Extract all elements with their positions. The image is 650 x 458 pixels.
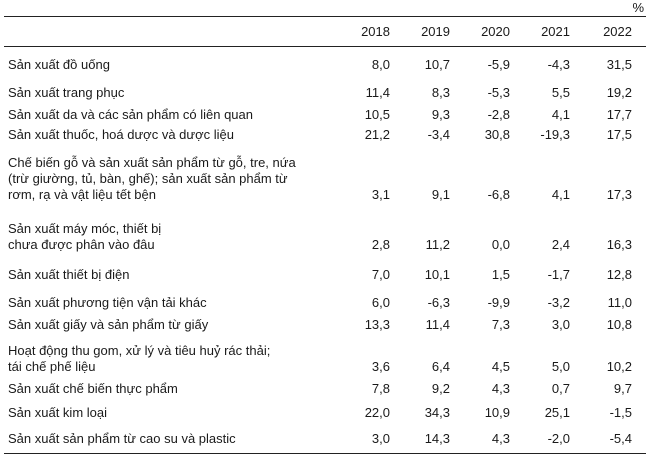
table-row <box>4 381 646 397</box>
cell-2020: -6,8 <box>487 187 510 202</box>
row-label <box>8 317 328 333</box>
cell-2021: 5,0 <box>551 359 570 374</box>
cell-2019: 34,3 <box>424 405 450 420</box>
row-label-line: Chế biến gỗ và sản xuất sản phẩm từ gỗ, tre, nứa <box>8 155 296 170</box>
cell-2021: 4,1 <box>551 107 570 122</box>
row-label <box>8 127 328 143</box>
row-label-line: Sản xuất giấy và sản phẩm từ giấy <box>8 317 209 332</box>
cell-2019: 14,3 <box>424 431 450 446</box>
cell-2018: 7,0 <box>371 267 390 282</box>
cell-2022: 11,0 <box>607 295 632 310</box>
header-rule <box>4 46 646 47</box>
row-label <box>8 267 328 283</box>
cell-2022: 16,3 <box>606 237 632 252</box>
cell-2021: -4,3 <box>547 57 570 72</box>
cell-2018: 21,2 <box>364 127 390 142</box>
unit-label: % <box>632 0 644 15</box>
row-label-line: Sản xuất phương tiện vận tải khác <box>8 295 207 310</box>
cell-2021: -1,7 <box>547 267 570 282</box>
cell-2019: 10,1 <box>424 267 450 282</box>
cell-2020: 30,8 <box>484 127 510 142</box>
column-header-2018: 2018 <box>361 24 390 39</box>
cell-2022: 31,5 <box>606 57 632 72</box>
cell-2018: 2,8 <box>371 237 390 252</box>
cell-2021: 0,7 <box>551 381 570 396</box>
table-row <box>4 85 646 101</box>
cell-2022: 17,5 <box>606 127 632 142</box>
cell-2022: 9,7 <box>613 381 632 396</box>
cell-2021: 5,5 <box>551 85 570 100</box>
row-label-line: Sản xuất thuốc, hoá dược và dược liệu <box>8 127 234 142</box>
row-label-line: Hoạt động thu gom, xử lý và tiêu huỷ rác thải; <box>8 343 271 358</box>
cell-2021: -19,3 <box>540 127 570 142</box>
cell-2022: 17,3 <box>606 187 632 202</box>
cell-2020: -5,9 <box>487 57 510 72</box>
cell-2018: 22,0 <box>364 405 390 420</box>
cell-2021: 2,4 <box>551 237 570 252</box>
cell-2019: -3,4 <box>427 127 450 142</box>
cell-2019: 11,4 <box>425 317 450 332</box>
row-label <box>8 85 328 101</box>
cell-2020: -2,8 <box>487 107 510 122</box>
cell-2021: 4,1 <box>551 187 570 202</box>
table-row <box>4 431 646 447</box>
row-label <box>8 107 328 123</box>
table-row <box>4 405 646 421</box>
row-label-line: rơm, rạ và vật liệu tết bện <box>8 187 156 202</box>
cell-2018: 11,4 <box>365 85 390 100</box>
row-label-line: Sản xuất trang phục <box>8 85 125 100</box>
row-label <box>8 405 328 421</box>
cell-2020: -5,3 <box>487 85 510 100</box>
cell-2018: 8,0 <box>371 57 390 72</box>
cell-2019: 9,2 <box>431 381 450 396</box>
cell-2018: 3,6 <box>371 359 390 374</box>
cell-2020: 4,3 <box>491 431 510 446</box>
cell-2019: 6,4 <box>431 359 450 374</box>
table-row <box>4 267 646 283</box>
cell-2022: 12,8 <box>606 267 632 282</box>
cell-2020: 10,9 <box>484 405 510 420</box>
cell-2021: 3,0 <box>551 317 570 332</box>
cell-2022: -5,4 <box>609 431 632 446</box>
table-row <box>4 57 646 73</box>
row-label <box>8 431 328 447</box>
row-label-line: tái chế phế liệu <box>8 359 96 374</box>
table-row <box>4 317 646 333</box>
row-label-line: Sản xuất đồ uống <box>8 57 110 72</box>
row-label-line: Sản xuất kim loại <box>8 405 107 420</box>
cell-2022: 10,2 <box>606 359 632 374</box>
row-label-line: Sản xuất máy móc, thiết bị <box>8 221 162 236</box>
cell-2020: 0,0 <box>491 237 510 252</box>
cell-2021: 25,1 <box>544 405 570 420</box>
table-row <box>4 107 646 123</box>
column-header-2020: 2020 <box>481 24 510 39</box>
row-label-line: chưa được phân vào đâu <box>8 237 155 252</box>
cell-2019: 10,7 <box>424 57 450 72</box>
cell-2021: -3,2 <box>547 295 570 310</box>
cell-2020: 7,3 <box>491 317 510 332</box>
row-label <box>8 295 328 311</box>
column-header-2022: 2022 <box>603 24 632 39</box>
table-row <box>4 295 646 311</box>
cell-2018: 3,0 <box>371 431 390 446</box>
row-label <box>8 57 328 73</box>
cell-2018: 6,0 <box>371 295 390 310</box>
cell-2019: 8,3 <box>431 85 450 100</box>
cell-2018: 10,5 <box>364 107 390 122</box>
column-header-2019: 2019 <box>421 24 450 39</box>
cell-2018: 3,1 <box>371 187 390 202</box>
cell-2021: -2,0 <box>547 431 570 446</box>
cell-2018: 13,3 <box>364 317 390 332</box>
row-label <box>8 155 328 203</box>
table-bottom-rule <box>4 453 646 454</box>
row-label <box>8 221 328 253</box>
column-header-2021: 2021 <box>541 24 570 39</box>
cell-2022: 10,8 <box>606 317 632 332</box>
cell-2019: -6,3 <box>427 295 450 310</box>
table-row <box>4 127 646 143</box>
cell-2022: 17,7 <box>606 107 632 122</box>
cell-2019: 9,3 <box>431 107 450 122</box>
row-label-line: Sản xuất thiết bị điện <box>8 267 130 282</box>
cell-2020: -9,9 <box>487 295 510 310</box>
row-label-line: Sản xuất sản phẩm từ cao su và plastic <box>8 431 236 446</box>
table-row <box>4 155 646 203</box>
table-top-rule <box>4 16 646 17</box>
cell-2018: 7,8 <box>371 381 390 396</box>
table-row <box>4 343 646 375</box>
cell-2022: 19,2 <box>606 85 632 100</box>
cell-2020: 4,3 <box>491 381 510 396</box>
cell-2020: 4,5 <box>491 359 510 374</box>
row-label-line: Sản xuất da và các sản phẩm có liên quan <box>8 107 253 122</box>
cell-2019: 11,2 <box>425 237 450 252</box>
cell-2020: 1,5 <box>491 267 510 282</box>
cell-2019: 9,1 <box>431 187 450 202</box>
table-row <box>4 221 646 253</box>
row-label-line: (trừ giường, tủ, bàn, ghế); sản xuất sản phẩm từ <box>8 171 288 186</box>
row-label <box>8 381 328 397</box>
cell-2022: -1,5 <box>609 405 632 420</box>
row-label <box>8 343 328 375</box>
row-label-line: Sản xuất chế biến thực phẩm <box>8 381 178 396</box>
